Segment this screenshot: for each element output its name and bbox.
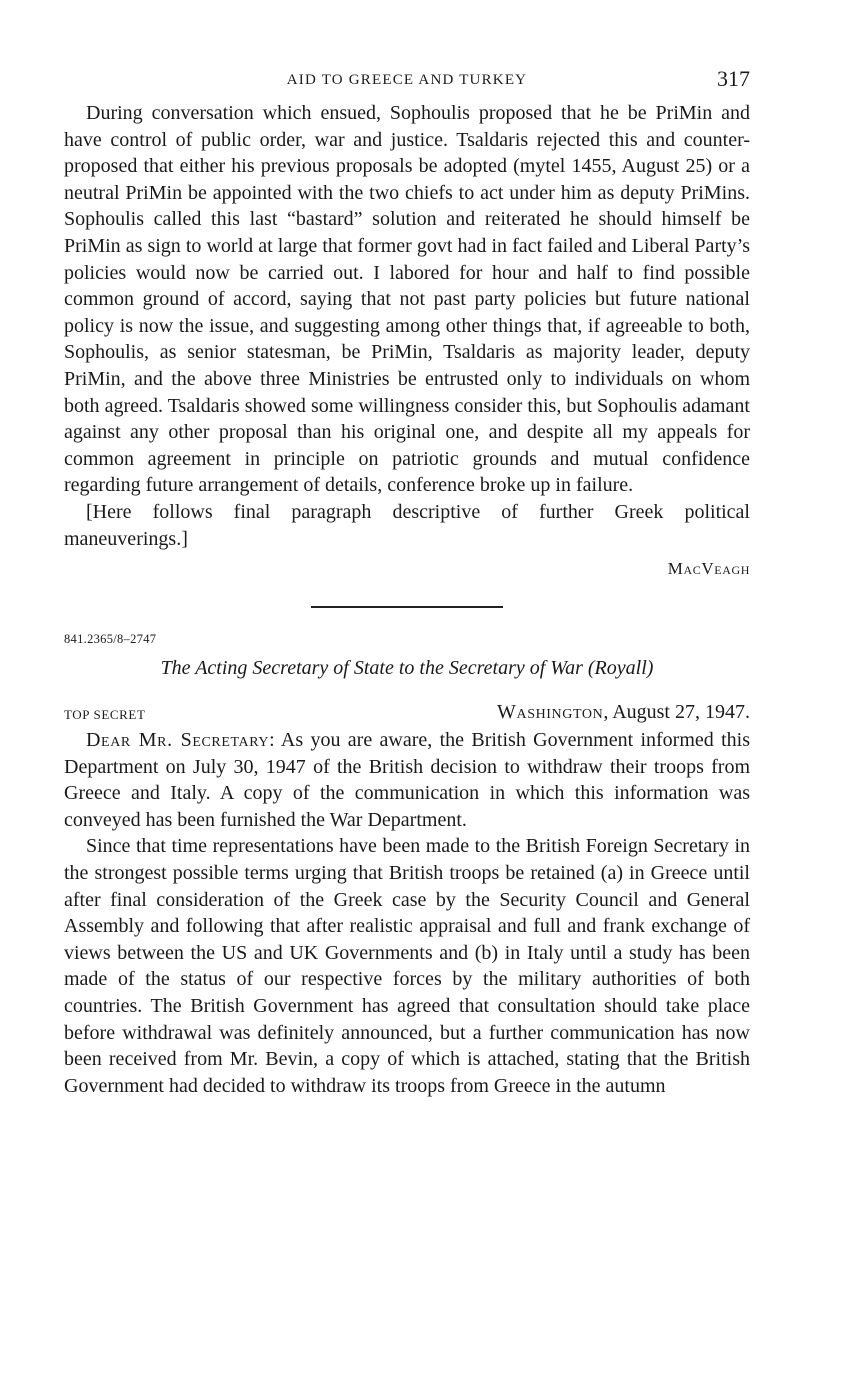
date: , August 27, 1947. bbox=[603, 701, 750, 724]
running-head bbox=[64, 60, 750, 100]
dateline bbox=[64, 701, 750, 727]
section-divider bbox=[311, 606, 503, 608]
telegram-signature: MacVeagh bbox=[667, 559, 750, 579]
salutation: Dear Mr. Secretary bbox=[86, 729, 270, 752]
letter-paragraph-2: Since that time representations have been made to the British Foreign Secretary in the strongest possible terms urging that British troops be retained (a) in Greece until after final consideration of the Greek case by the Security Council and General Assembly and following that after realistic appraisal and full and frank exchange of views between the US and UK Governments and (b) in Italy until a study has been made of the status of our respective forces by the military authorities of both countries. The British Government has agreed that consultation should take place before withdrawal was definitely announced, but a further communication has now been received from Mr. Bevin, a copy of which is attached, stating that the British Government had decided to withdraw its troops from Greece in the autumn bbox=[64, 835, 750, 1097]
book-page bbox=[64, 60, 750, 1099]
letter-paragraph-1 bbox=[64, 727, 750, 833]
letter-paragraph-1-body: : As you are aware, the British Government informed this Department on July 30, 1947 of the British decision to withdraw their troops from Greece and Italy. A copy of the communication in which this information was conveyed has been furnished the War Department. bbox=[64, 729, 750, 831]
editorial-note: [Here follows final paragraph descriptive of further Greek political maneuverings.] bbox=[64, 500, 750, 550]
running-head-title: AID TO GREECE AND TURKEY bbox=[286, 72, 528, 88]
telegram-paragraph: During conversation which ensued, Sophoulis proposed that he be PriMin and have control of public order, war and justice. Tsaldaris rejected this and counter-proposed that either his previous proposals be adopted (mytel 1455, August 25) or a neutral PriMin be appointed with the two chiefs to act under him as deputy PriMins. Sophoulis called this last “bastard” solution and reiterated he should himself be PriMin as sign to world at large that former govt had in fact failed and Liberal Party’s policies would now be carried out. I labored for hour and half to find possible common ground of accord, saying that not past party policies but future national policy is now the issue, and suggesting among other things that, if agreeable to both, Sophoulis, as senior statesman, be PriMin, Tsaldaris as majority leader, deputy PriMin, and the above three Ministries be entrusted only to individuals on whom both agreed. Tsaldaris showed some willingness consider this, but Sophoulis adamant against any other proposal than his original one, and despite all my appeals for common agreement in principle on patriotic grounds and mutual confidence regarding future arrangement of details, conference broke up in failure. bbox=[64, 102, 750, 497]
classification-marking: TOP SECRET bbox=[64, 707, 146, 723]
document-heading: The Acting Secretary of State to the Secretary of War (Royall) bbox=[160, 657, 654, 680]
place: Washington bbox=[497, 701, 604, 724]
place-and-date bbox=[497, 701, 750, 724]
page-number: 317 bbox=[717, 66, 750, 91]
file-number: 841.2365/8–2747 bbox=[64, 632, 157, 647]
